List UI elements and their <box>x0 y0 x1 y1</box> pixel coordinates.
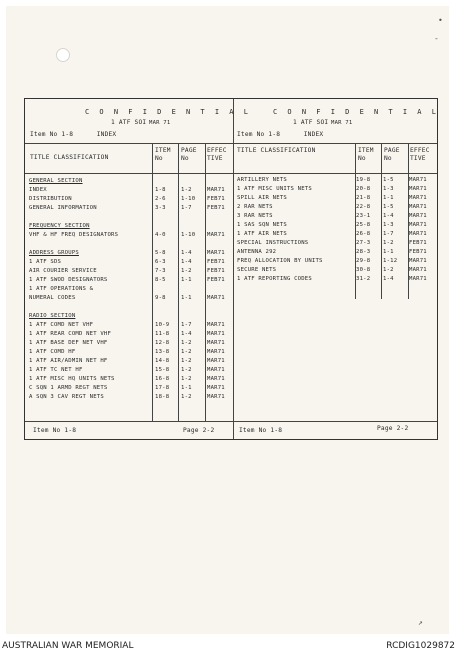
row-page-number: 1-4 <box>383 213 394 219</box>
row-page-number: 1-7 <box>181 322 192 328</box>
row-page-number: 1-2 <box>181 376 192 382</box>
row-title: A SQN 3 CAV REGT NETS <box>29 394 104 400</box>
row-effective-date: MAR71 <box>409 258 427 264</box>
footer-page-label: Page 2-2 <box>377 425 409 432</box>
row-page-number: 1-4 <box>181 250 192 256</box>
row-page-number: 1-2 <box>383 240 394 246</box>
row-title: SPECIAL INSTRUCTIONS <box>237 240 309 246</box>
row-item-number: 19-8 <box>356 177 371 183</box>
row-page-number: 1-2 <box>383 267 394 273</box>
row-item-number: 30-8 <box>356 267 371 273</box>
row-item-number: 2-6 <box>155 196 166 202</box>
row-page-number: 1-2 <box>181 340 192 346</box>
document-name: 1 ATF SOI <box>111 119 147 126</box>
row-title: ARTILLERY NETS <box>237 177 287 183</box>
row-title: 1 ATF COMD HF <box>29 349 76 355</box>
row-page-number: 1-2 <box>181 358 192 364</box>
row-effective-date: MAR71 <box>207 376 225 382</box>
divider <box>25 421 437 422</box>
row-title: 1 ATF MISC UNITS NETS <box>237 186 312 192</box>
row-page-number: 1-2 <box>181 349 192 355</box>
row-title: FREQUENCY SECTION <box>29 223 90 229</box>
row-title: 1 ATF SDS <box>29 259 62 265</box>
row-item-number: 9-8 <box>155 295 166 301</box>
row-item-number: 23-1 <box>356 213 371 219</box>
divider <box>381 143 382 299</box>
row-title: ADDRESS GROUPS <box>29 250 79 256</box>
row-effective-date: MAR71 <box>409 204 427 210</box>
item-index-label: Item No 1-8 INDEX <box>30 131 117 138</box>
item-index-label: Item No 1-8 INDEX <box>237 131 324 138</box>
row-page-number: 1-3 <box>383 186 394 192</box>
row-effective-date: MAR71 <box>409 213 427 219</box>
corner-mark: • <box>438 16 443 25</box>
row-effective-date: MAR71 <box>207 340 225 346</box>
item-column-header: ITEM No <box>358 147 374 162</box>
corner-mark: - <box>434 34 439 43</box>
row-page-number: 1-1 <box>383 195 394 201</box>
row-title: NUMERAL CODES <box>29 295 76 301</box>
row-title: ANTENNA 292 <box>237 249 277 255</box>
row-item-number: 22-8 <box>356 204 371 210</box>
title-column-header: TITLE CLASSIFICATION <box>30 154 109 161</box>
row-effective-date: MAR71 <box>207 367 225 373</box>
divider <box>205 143 206 421</box>
punch-hole <box>56 48 70 62</box>
archive-name: AUSTRALIAN WAR MEMORIAL <box>2 641 134 651</box>
row-item-number: 12-8 <box>155 340 170 346</box>
row-effective-date: MAR71 <box>409 231 427 237</box>
row-effective-date: FEB71 <box>409 249 427 255</box>
row-effective-date: MAR71 <box>409 195 427 201</box>
row-page-number: 1-5 <box>383 177 394 183</box>
row-effective-date: MAR71 <box>409 222 427 228</box>
row-effective-date: MAR71 <box>207 358 225 364</box>
row-item-number: 20-8 <box>356 186 371 192</box>
row-item-number: 3-3 <box>155 205 166 211</box>
row-item-number: 16-8 <box>155 376 170 382</box>
row-effective-date: FEB71 <box>207 259 225 265</box>
row-item-number: 17-8 <box>155 385 170 391</box>
corner-mark: ↗ <box>418 618 423 627</box>
row-title: SECURE NETS <box>237 267 277 273</box>
confidential-heading: C O N F I D E N T I A L <box>273 108 439 116</box>
divider <box>25 173 437 174</box>
row-page-number: 1-1 <box>181 295 192 301</box>
row-item-number: 25-8 <box>356 222 371 228</box>
row-item-number: 29-8 <box>356 258 371 264</box>
row-effective-date: MAR71 <box>409 276 427 282</box>
divider <box>233 99 234 439</box>
archive-id: RCDIG1029872 <box>386 641 455 651</box>
row-title: 1 ATF AIR/ADMIN NET HF <box>29 358 108 364</box>
row-effective-date: MAR71 <box>207 322 225 328</box>
row-item-number: 27-3 <box>356 240 371 246</box>
row-effective-date: MAR71 <box>207 385 225 391</box>
row-title: 2 RAR NETS <box>237 204 273 210</box>
row-page-number: 1-4 <box>181 259 192 265</box>
row-page-number: 1-4 <box>383 276 394 282</box>
row-effective-date: MAR71 <box>409 267 427 273</box>
row-effective-date: MAR71 <box>207 295 225 301</box>
row-title: GENERAL INFORMATION <box>29 205 97 211</box>
row-item-number: 13-8 <box>155 349 170 355</box>
archive-footer <box>0 640 458 654</box>
row-page-number: 1-10 <box>181 232 196 238</box>
row-effective-date: MAR71 <box>207 331 225 337</box>
document-name: 1 ATF SOI <box>293 119 329 126</box>
row-item-number: 31-2 <box>356 276 371 282</box>
row-item-number: 1-8 <box>155 187 166 193</box>
row-page-number: 1-3 <box>383 222 394 228</box>
row-title: 1 ATF TC NET HF <box>29 367 83 373</box>
divider <box>152 143 153 421</box>
row-title: 1 ATF OPERATIONS & <box>29 286 94 292</box>
row-effective-date: MAR71 <box>207 232 225 238</box>
row-effective-date: FEB71 <box>207 196 225 202</box>
index-table <box>24 98 438 440</box>
effective-column-header: EFFEC TIVE <box>410 147 430 162</box>
document-page <box>6 6 449 634</box>
row-title: 3 RAR NETS <box>237 213 273 219</box>
row-page-number: 1-10 <box>181 196 196 202</box>
row-page-number: 1-2 <box>181 367 192 373</box>
row-title: DISTRIBUTION <box>29 196 72 202</box>
row-item-number: 15-8 <box>155 367 170 373</box>
row-title: 1 ATF AIR NETS <box>237 231 287 237</box>
row-item-number: 7-3 <box>155 268 166 274</box>
row-title: SPILL AIR NETS <box>237 195 287 201</box>
row-effective-date: MAR71 <box>207 250 225 256</box>
row-title: 1 SAS SQN NETS <box>237 222 287 228</box>
row-item-number: 11-8 <box>155 331 170 337</box>
row-item-number: 26-8 <box>356 231 371 237</box>
row-page-number: 1-12 <box>383 258 398 264</box>
row-page-number: 1-2 <box>181 268 192 274</box>
row-title: VHF & HF FREQ DESIGNATORS <box>29 232 119 238</box>
row-title: 1 ATF REPORTING CODES <box>237 276 312 282</box>
row-title: 1 ATF COMD NET VHF <box>29 322 94 328</box>
footer-item-label: Item No 1-8 <box>33 427 77 434</box>
row-page-number: 1-7 <box>383 231 394 237</box>
row-item-number: 21-8 <box>356 195 371 201</box>
page-column-header: PAGE No <box>181 147 197 162</box>
row-page-number: 1-2 <box>181 187 192 193</box>
document-date: MAR 71 <box>149 120 171 126</box>
confidential-heading: C O N F I D E N T I A L <box>85 108 251 116</box>
page-column-header: PAGE No <box>384 147 400 162</box>
row-item-number: 18-8 <box>155 394 170 400</box>
row-title: 1 ATF BASE DEF NET VHF <box>29 340 108 346</box>
title-column-header: TITLE CLASSIFICATION <box>237 147 316 154</box>
divider <box>178 143 179 421</box>
footer-item-label: Item No 1-8 <box>239 427 283 434</box>
row-title: 1 ATF MISC HQ UNITS NETS <box>29 376 115 382</box>
item-column-header: ITEM No <box>155 147 171 162</box>
row-effective-date: FEB71 <box>207 268 225 274</box>
row-item-number: 14-8 <box>155 358 170 364</box>
row-page-number: 1-4 <box>181 331 192 337</box>
row-effective-date: MAR71 <box>207 394 225 400</box>
row-item-number: 4-0 <box>155 232 166 238</box>
row-title: AIR COURIER SERVICE <box>29 268 97 274</box>
row-effective-date: MAR71 <box>207 187 225 193</box>
row-effective-date: MAR71 <box>207 349 225 355</box>
row-effective-date: FEB71 <box>207 277 225 283</box>
row-page-number: 1-7 <box>181 205 192 211</box>
row-page-number: 1-1 <box>181 385 192 391</box>
row-title: 1 ATF REAR COMD NET VHF <box>29 331 112 337</box>
row-title: FREQ ALLOCATION BY UNITS <box>237 258 323 264</box>
row-page-number: 1-2 <box>181 394 192 400</box>
row-item-number: 10-9 <box>155 322 170 328</box>
effective-column-header: EFFEC TIVE <box>207 147 227 162</box>
row-title: GENERAL SECTION <box>29 178 83 184</box>
footer-page-label: Page 2-2 <box>183 427 215 434</box>
row-effective-date: MAR71 <box>409 177 427 183</box>
row-item-number: 5-8 <box>155 250 166 256</box>
row-item-number: 28-3 <box>356 249 371 255</box>
document-date: MAR 71 <box>331 120 353 126</box>
row-item-number: 6-3 <box>155 259 166 265</box>
row-effective-date: FEB71 <box>207 205 225 211</box>
row-effective-date: MAR71 <box>409 186 427 192</box>
divider <box>25 143 437 144</box>
row-title: INDEX <box>29 187 47 193</box>
row-title: 1 ATF SWOD DESIGNATORS <box>29 277 108 283</box>
row-effective-date: FEB71 <box>409 240 427 246</box>
row-item-number: 8-5 <box>155 277 166 283</box>
row-page-number: 1-1 <box>383 249 394 255</box>
row-title: RADIO SECTION <box>29 313 76 319</box>
row-page-number: 1-1 <box>181 277 192 283</box>
row-page-number: 1-5 <box>383 204 394 210</box>
row-title: C SQN 1 ARMD REGT NETS <box>29 385 108 391</box>
